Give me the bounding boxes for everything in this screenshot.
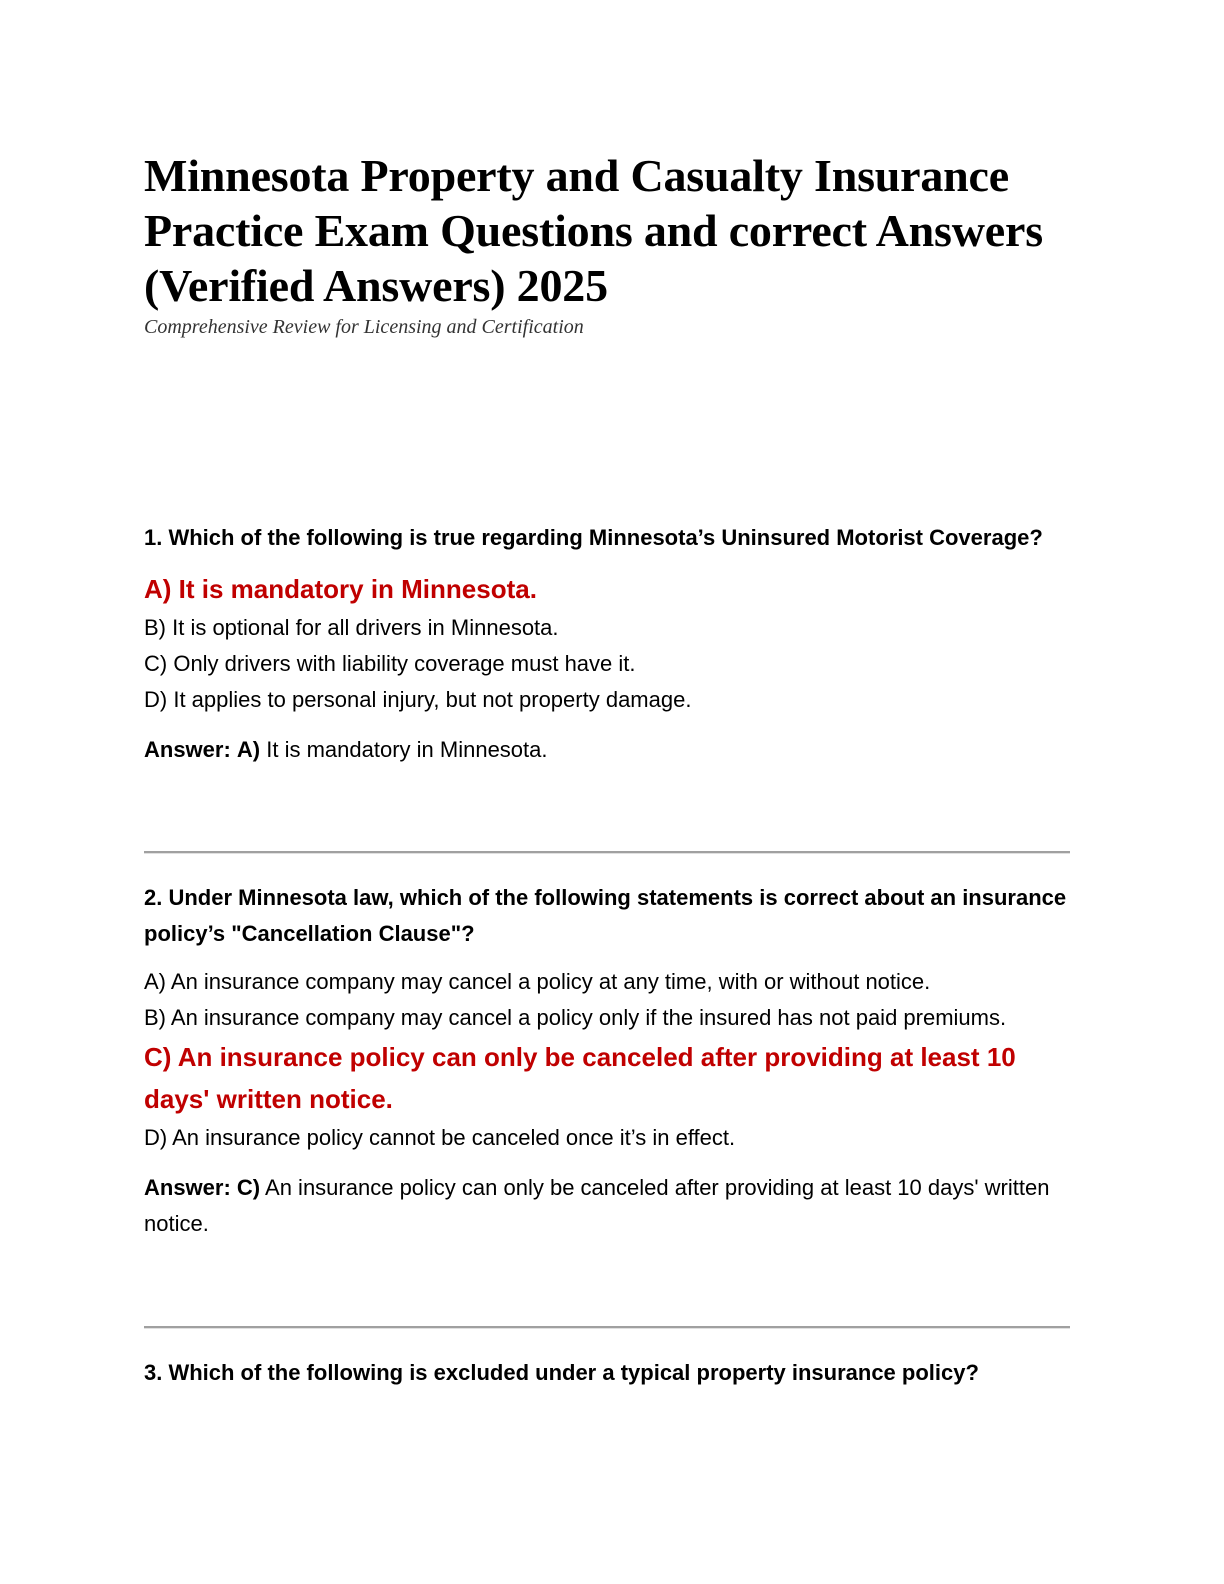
document-page (144, 148, 1070, 1385)
question-1-option-c: C) Only drivers with liability coverage must have it. (144, 651, 636, 676)
question-2-options (144, 964, 1070, 1156)
question-2 (144, 880, 1070, 1242)
question-2-option-d: D) An insurance policy cannot be canceled once it’s in effect. (144, 1125, 736, 1150)
question-3 (144, 1355, 1070, 1391)
question-2-answer (144, 1170, 1070, 1242)
question-1-option-b: B) It is optional for all drivers in Minnesota. (144, 615, 559, 640)
question-3-text: 3. Which of the following is excluded under a typical property insurance policy? (144, 1360, 979, 1385)
answer-letter: A) (236, 737, 261, 762)
answer-label: Answer: (144, 737, 231, 762)
section-divider (144, 851, 1070, 854)
question-1 (144, 520, 1070, 768)
question-1-option-a: A) It is mandatory in Minnesota. (144, 574, 537, 604)
section-divider (144, 1326, 1070, 1329)
question-2-text: 2. Under Minnesota law, which of the following statements is correct about an insurance policy’s "Cancellation Clause"? (144, 885, 1067, 946)
answer-letter: C) (236, 1175, 261, 1200)
answer-label: Answer: (144, 1175, 231, 1200)
question-1-option-d: D) It applies to personal injury, but not property damage. (144, 687, 692, 712)
question-1-text: 1. Which of the following is true regarding Minnesota’s Uninsured Motorist Coverage? (144, 525, 1043, 550)
question-2-option-b: B) An insurance company may cancel a policy only if the insured has not paid premiums. (144, 1005, 1007, 1030)
answer-text: An insurance policy can only be canceled after providing at least 10 days' written notice. (144, 1175, 1050, 1236)
question-2-option-a: A) An insurance company may cancel a policy at any time, with or without notice. (144, 969, 931, 994)
document-subtitle: Comprehensive Review for Licensing and Certification (144, 316, 584, 338)
question-2-option-c: C) An insurance policy can only be canceled after providing at least 10 days' written notice. (144, 1042, 1016, 1114)
question-1-answer (144, 732, 1070, 768)
document-title: Minnesota Property and Casualty Insurance Practice Exam Questions and correct Answers (Verified Answers) 2025 (144, 150, 1043, 311)
question-1-options (144, 568, 1070, 718)
answer-text: It is mandatory in Minnesota. (260, 737, 548, 762)
